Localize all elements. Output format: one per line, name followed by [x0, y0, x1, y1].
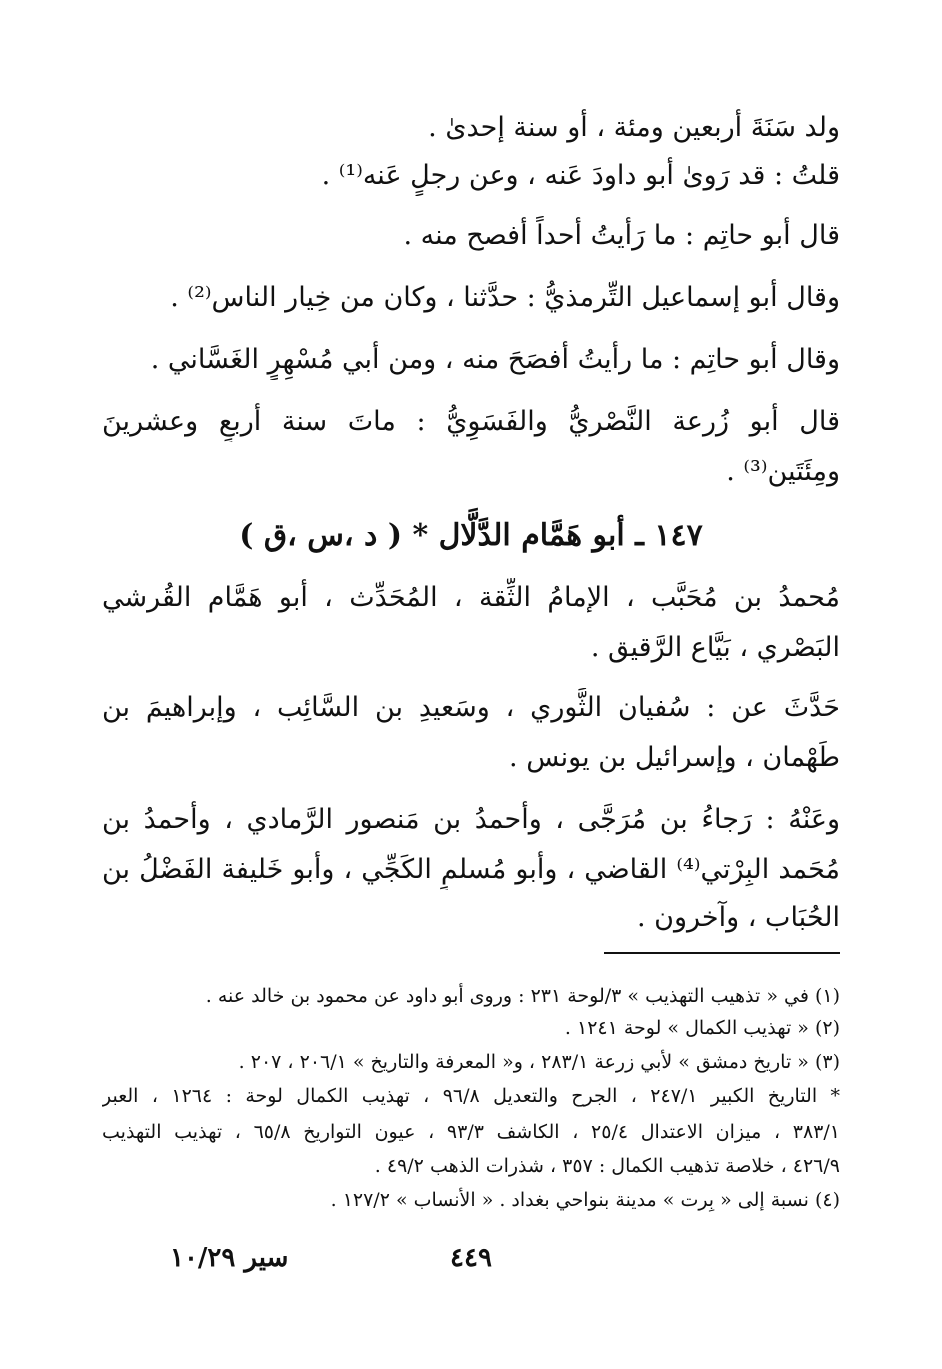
body-line: قال أبو حاتِم : ما رَأيتُ أحداً أفصح منه .	[403, 220, 840, 251]
bio-line: وعَنْهُ : رَجاءُ بن مُرَجَّى ، وأحمدُ بن مَنصور الرَّمادي ، وأحمدُ بن	[102, 804, 840, 835]
body-line: وقال أبو حاتِم : ما رأيتُ أفصَحَ منه ، ومن أبي مُسْهِرٍ الغَسَّاني .	[150, 344, 840, 375]
page-number: ٤٤٩	[450, 1243, 492, 1273]
footnote: (٢) « تهذيب الكمال » لوحة ١٢٤١ .	[564, 1017, 840, 1039]
entry-heading: ١٤٧ ـ أبو هَمَّام الدَّلَّال * ( د ،س ،ق )	[239, 518, 703, 553]
footnote: ٣٨٣/١ ، ميزان الاعتدال ٢٥/٤ ، الكاشف ٩٣/٣ ، عيون التواريخ ٦٥/٨ ، تهذيب التهذيب	[102, 1121, 840, 1143]
footnote: (٣) « تاريخ دمشق » لأبي زرعة ٢٨٣/١ ، و« المعرفة والتاريخ » ٢٠٦/١ ، ٢٠٧ .	[238, 1051, 840, 1073]
bio-line: الحُبَاب ، وآخرون .	[637, 902, 840, 933]
body-line: قال أبو زُرعة النَّصْريُّ والفَسَوِيُّ : ماتَ سنة أربعٍ وعشرينَ	[102, 406, 840, 437]
footnote: (١) في « تذهيب التهذيب » ٣/لوحة ٢٣١ : وروى أبو داود عن محمود بن خالد عنه .	[205, 985, 840, 1007]
body-line: ومِئَتَين⁽³⁾ .	[726, 456, 840, 487]
bio-line: مُحمدُ بن مُحَبَّب ، الإمامُ الثِّقة ، المُحَدِّث ، أبو هَمَّام القُرشي	[102, 582, 840, 613]
bio-line: حَدَّثَ عن : سُفيان الثَّوري ، وسَعيدِ بن السَّائِب ، وإبراهيمَ بن	[102, 692, 840, 723]
footnote: (٤) نسبة إلى « بِرت » مدينة بنواحي بغداد . « الأنساب » ١٢٧/٢ .	[330, 1189, 840, 1211]
bio-line: مُحَمد البِرْتي⁽⁴⁾ القاضي ، وأبو مُسلمٍ الكَجِّي ، وأبو خَليفة الفَضْلُ بن	[102, 854, 840, 885]
body-line: قلتُ : قد رَوىٰ أبو داودَ عَنه ، وعن رجلٍ عَنه⁽¹⁾ .	[321, 160, 840, 191]
printer-signature: سير ١٠/٢٩	[170, 1243, 289, 1273]
body-line: وقال أبو إسماعيل التِّرمذيُّ : حدَّثنا ، وكان من خِيار الناس⁽²⁾ .	[170, 282, 840, 313]
footnote-separator	[604, 952, 840, 954]
bio-line: البَصْري ، بَيَّاع الرَّقيق .	[590, 632, 840, 663]
body-line: ولد سَنَةَ أربعين ومئة ، أو سنة إحدىٰ .	[428, 112, 840, 143]
footnote: ٤٢٦/٩ ، خلاصة تذهيب الكمال : ٣٥٧ ، شذرات الذهب ٤٩/٢ .	[374, 1155, 840, 1177]
footnote: * التاريخ الكبير ٢٤٧/١ ، الجرح والتعديل ٩٦/٨ ، تهذيب الكمال لوحة : ١٢٦٤ ، العبر	[102, 1085, 840, 1107]
bio-line: طَهْمان ، وإسرائيل بن يونس .	[509, 742, 840, 773]
